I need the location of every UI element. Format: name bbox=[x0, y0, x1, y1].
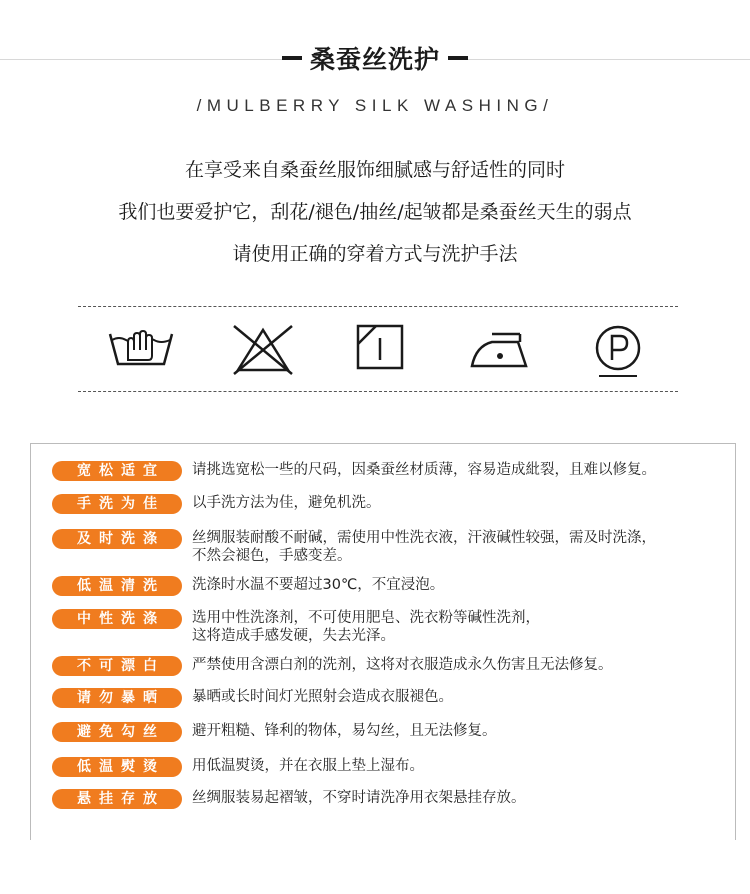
tip-text: 丝绸服装易起褶皱，不穿时请洗净用衣架悬挂存放。 bbox=[192, 790, 526, 806]
tip-tag: 及时洗涤 bbox=[52, 529, 182, 549]
intro-line: 我们也要爱护它，刮花/褪色/抽丝/起皱都是桑蚕丝天生的弱点 bbox=[118, 201, 632, 223]
page-title: 桑蚕丝洗护 bbox=[302, 40, 448, 76]
intro-line: 请使用正确的穿着方式与洗护手法 bbox=[232, 243, 518, 265]
tip-text: 严禁使用含漂白剂的洗剂，这将对衣服造成永久伤害且无法修复。 bbox=[192, 657, 613, 673]
dry-square-icon bbox=[344, 320, 414, 380]
intro-line: 在享受来自桑蚕丝服饰细腻感与舒适性的同时 bbox=[184, 159, 565, 181]
title-dash-left bbox=[282, 56, 302, 60]
tip-text: 用低温熨烫，并在衣服上垫上湿布。 bbox=[192, 758, 424, 774]
care-icons bbox=[78, 320, 678, 380]
tip-tag: 手洗为佳 bbox=[52, 494, 182, 514]
dry-clean-p-icon bbox=[583, 320, 653, 380]
tip-tag: 请勿暴晒 bbox=[52, 688, 182, 708]
title-bar bbox=[0, 40, 750, 76]
tip-text: 选用中性洗涤剂，不可使用肥皂、洗衣粉等碱性洗剂， 这将造成手感发硬，失去光泽。 bbox=[192, 610, 540, 644]
tip-tag: 悬挂存放 bbox=[52, 789, 182, 809]
tip-tag: 宽松适宜 bbox=[52, 461, 182, 481]
title-dash-right bbox=[448, 56, 468, 60]
icons-top-divider bbox=[78, 306, 678, 307]
tip-text: 以手洗方法为佳，避免机洗。 bbox=[192, 495, 381, 511]
tip-tag: 不可漂白 bbox=[52, 656, 182, 676]
tip-text: 洗涤时水温不要超过30℃，不宜浸泡。 bbox=[192, 577, 445, 593]
do-not-bleach-icon bbox=[228, 320, 298, 380]
tip-tag: 低温熨烫 bbox=[52, 757, 182, 777]
tip-tag: 中性洗涤 bbox=[52, 609, 182, 629]
tip-tag: 低温清洗 bbox=[52, 576, 182, 596]
tip-text: 暴晒或长时间灯光照射会造成衣服褪色。 bbox=[192, 689, 453, 705]
page-subtitle: /MULBERRY SILK WASHING/ bbox=[196, 96, 554, 115]
tip-tag: 避免勾丝 bbox=[52, 722, 182, 742]
tip-text: 请挑选宽松一些的尺码，因桑蚕丝材质薄，容易造成紕裂，且难以修复。 bbox=[192, 462, 656, 478]
hand-wash-icon bbox=[106, 320, 176, 380]
icons-bottom-divider bbox=[78, 391, 678, 392]
tip-text: 丝绸服装耐酸不耐碱，需使用中性洗衣液，汗液碱性较强，需及时洗涤， 不然会褪色，手感变差。 bbox=[192, 530, 656, 564]
iron-low-icon bbox=[466, 320, 536, 380]
tip-text: 避开粗糙、锋利的物体，易勾丝，且无法修复。 bbox=[192, 723, 497, 739]
intro-text bbox=[0, 154, 750, 280]
